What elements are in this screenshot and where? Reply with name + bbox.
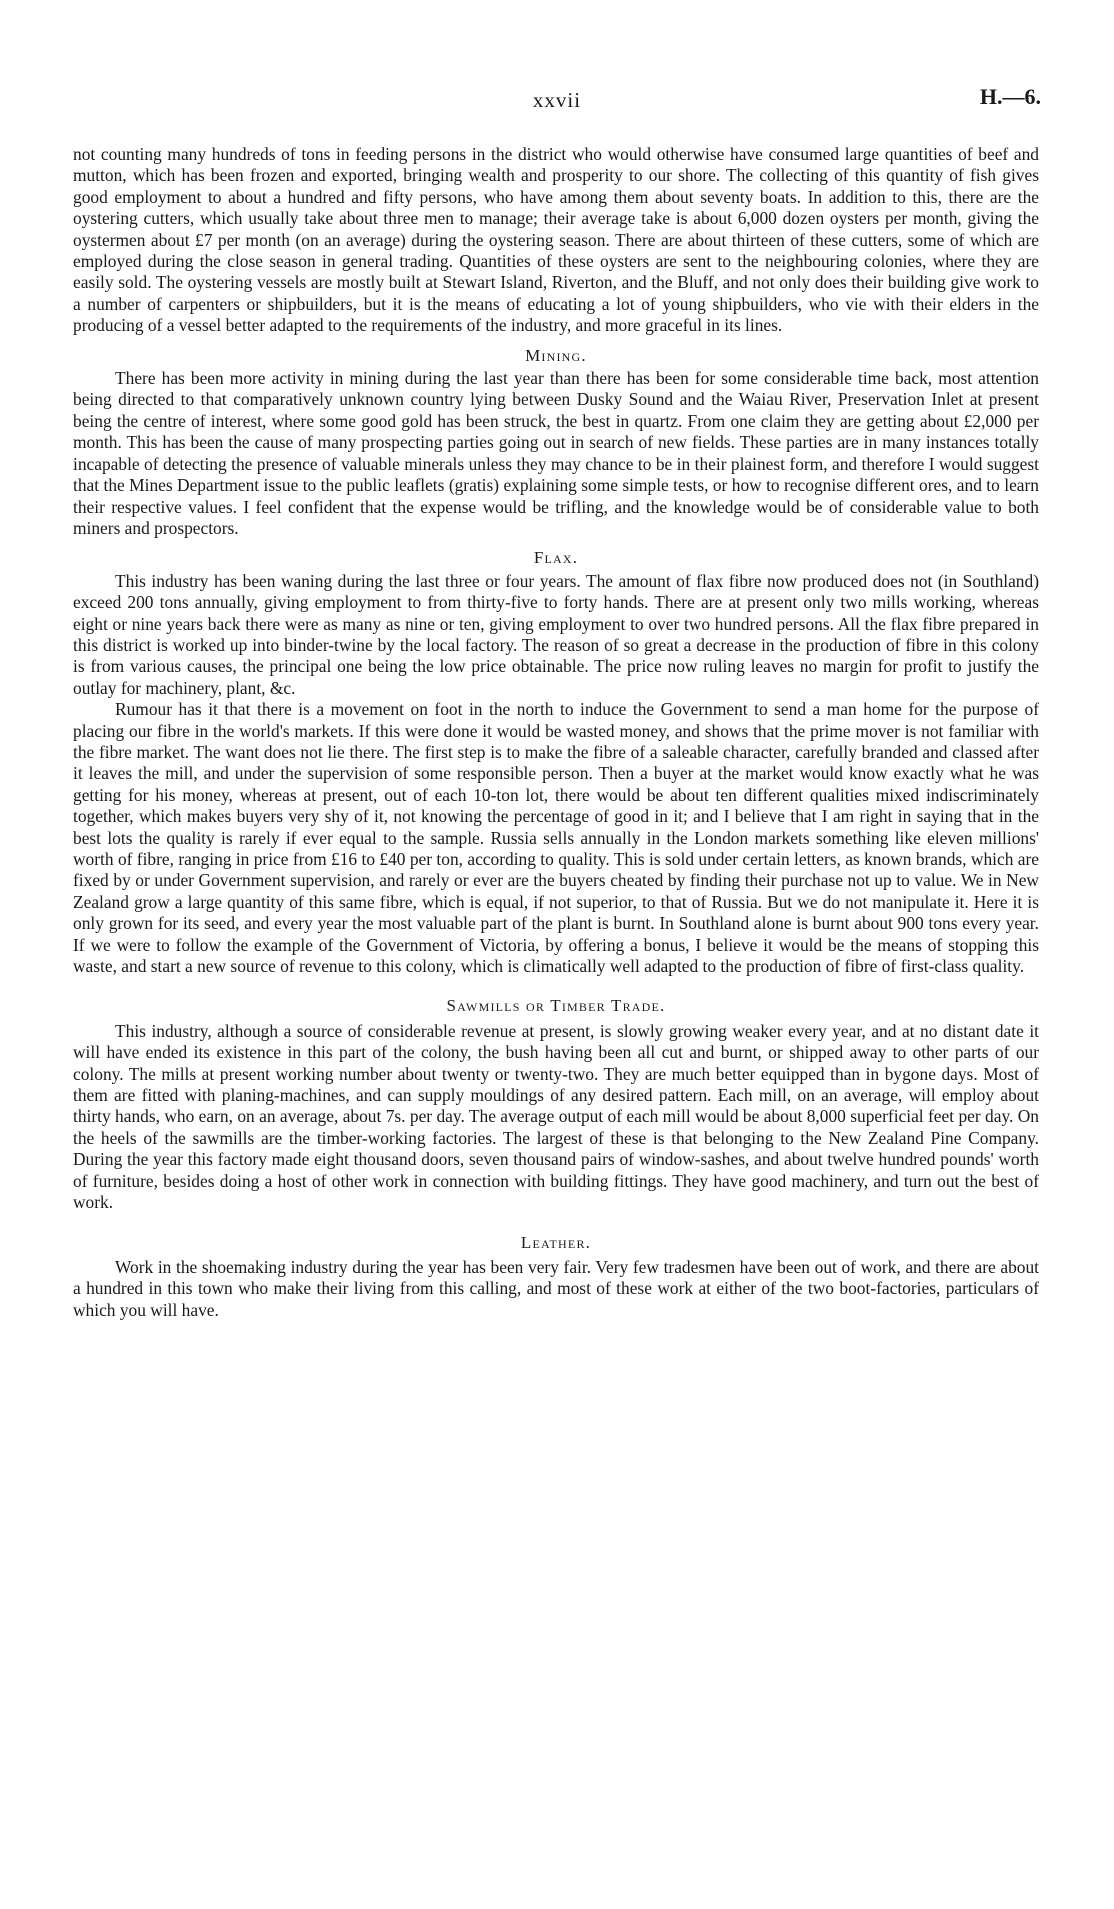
leather-paragraph: Work in the shoemaking industry during the year has been very fair. Very few tradesmen have been out of work, and there are about a hundred in this town who make their living from this calling, and most of these work at either of the two boot-factories, particulars of which you will have. xyxy=(73,1256,1039,1320)
body-text xyxy=(73,144,1039,1321)
section-heading-leather: Leather. xyxy=(520,1232,592,1252)
opening-paragraph: not counting many hundreds of tons in feeding persons in the district who would otherwise have consumed large quantities of beef and mutton, which has been frozen and exported, bringing wealth and prosperity to our shore. The collecting of this quantity of fish gives good employment to about a hundred and fifty persons, who have among them about seventy boats. In addition to this, there are the oystering cutters, which usually take about three men to manage; their average take is about 6,000 dozen oysters per month, giving the oystermen about £7 per month (on an average) during the oystering season. There are about thirteen of these cutters, some of which are employed during the close season in general trading. Quantities of these oysters are sent to the neighbouring colonies, where they are easily sold. The oystering vessels are mostly built at Stewart Island, Riverton, and the Bluff, and not only does their building give work to a number of carpenters or shipbuilders, but it is the means of educating a lot of young shipbuilders, who vie with their elders in the producing of a vessel better adapted to the requirements of the industry, and more graceful in its lines. xyxy=(73,144,1039,336)
mining-paragraph: There has been more activity in mining during the last year than there has been for some considerable time back, most attention being directed to that comparatively unknown country lying between Dusky Sound and the Waiau River, Preservation Inlet at present being the centre of interest, where some good gold has been struck, the best in quartz. From one claim they are getting about £2,000 per month. This has been the cause of many prospecting parties going out in search of new fields. These parties are in many instances totally incapable of detecting the presence of valuable minerals unless they may chance to be in their plainest form, and therefore I would suggest that the Mines Department issue to the public leaflets (gratis) explaining some simple tests, or how to recognise different ores, and to learn their respective values. I feel confident that the expense would be trifling, and the knowledge would be of considerable value to both miners and prospectors. xyxy=(73,368,1039,538)
section-heading-sawmills: Sawmills or Timber Trade. xyxy=(446,996,666,1016)
sawmills-paragraph: This industry, although a source of considerable revenue at present, is slowly growing weaker every year, and at no distant date it will have ended its existence in this part of the colony, the bush having been all cut and burnt, or shipped away to other parts of our colony. The mills at present working number about twenty or twenty-two. They are much better equipped than in bygone days. Most of them are fitted with planing-machines, and can supply mouldings of any desired pattern. Each mill, on an average, will employ about thirty hands, who earn, on an average, about 7s. per day. The average output of each mill would be about 8,000 superficial feet per day. On the heels of the sawmills are the timber-working factories. The largest of these is that belonging to the New Zealand Pine Company. During the year this factory made eight thousand doors, seven thousand pairs of window-sashes, and about twelve hundred pounds' worth of furniture, besides doing a host of other work in connection with building fittings. They have good machinery, and turn out the best of work. xyxy=(73,1020,1039,1213)
section-heading-mining: Mining. xyxy=(525,345,587,365)
flax-paragraph-1: This industry has been waning during the last three or four years. The amount of flax fibre now produced does not (in Southland) exceed 200 tons annually, giving employment to from thirty-five to forty hands. There are at present only two mills working, whereas eight or nine years back there were as many as nine or ten, giving employment to over two hundred persons. All the flax fibre prepared in this district is worked up into binder-twine by the local factory. The reason of so great a decrease in the production of fibre in this colony is from various causes, the principal one being the low price obtainable. The price now ruling leaves no margin for profit to justify the outlay for machinery, plant, &c. xyxy=(73,570,1039,698)
page-number: xxvii xyxy=(532,88,582,112)
document-reference: H.—6. xyxy=(979,84,1041,109)
flax-paragraph-2: Rumour has it that there is a movement on foot in the north to induce the Government to send a man home for the purpose of placing our fibre in the world's markets. If this were done it would be wasted money, and shows that the prime mover is not familiar with the fibre market. The want does not lie there. The first step is to make the fibre of a saleable character, carefully branded and classed after it leaves the mill, and under the supervision of some responsible person. Then a buyer at the market would know exactly what he was getting for his money, whereas at present, out of each 10-ton lot, there would be about ten different qualities mixed indiscriminately together, which makes buyers very shy of it, not knowing the percentage of good in it; and I believe that I am right in saying that in the best lots the quality is rarely if ever equal to the sample. Russia sells annually in the London markets something like eleven millions' worth of fibre, ranging in price from £16 to £40 per ton, according to quality. This is sold under certain letters, as known brands, which are fixed by or under Government supervision, and rarely or ever are the buyers cheated by finding their purchase not up to value. We in New Zealand grow a large quantity of this same fibre, which is equal, if not superior, to that of Russia. But we do not manipulate it. Here it is only grown for its seed, and every year the most valuable part of the plant is burnt. In Southland alone is burnt about 900 tons every year. If we were to follow the example of the Government of Victoria, by offering a bonus, I believe it would be the means of stopping this waste, and start a new source of revenue to this colony, which is climatically well adapted to the production of fibre of first-class quality. xyxy=(73,699,1039,977)
section-heading-flax: Flax. xyxy=(533,548,579,568)
